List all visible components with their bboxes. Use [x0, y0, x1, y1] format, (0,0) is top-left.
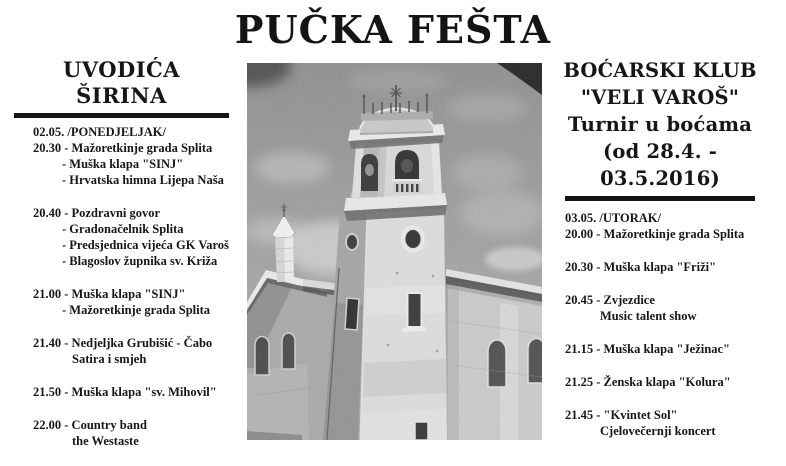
schedule-line: 21.40 - Nedjeljka Grubišić - Čabo — [33, 336, 213, 350]
schedule-subline: Cjelovečernji koncert — [600, 424, 716, 438]
schedule-section — [33, 384, 229, 400]
schedule-section — [565, 374, 768, 390]
schedule-subline: - Predsjednica vijeća GK Varoš — [62, 238, 229, 252]
schedule-line: 20.00 - Mažoretkinje grada Splita — [565, 227, 745, 241]
club-name-2: "VELI VAROŠ" — [580, 86, 740, 109]
schedule-line: 20.30 - Muška klapa "Friži" — [565, 260, 717, 274]
schedule-subline: - Mažoretkinje grada Splita — [62, 303, 211, 317]
schedule-section — [33, 124, 229, 188]
left-column — [14, 57, 229, 466]
page-title: PUČKA FEŠTA — [234, 7, 552, 52]
right-column-title — [552, 57, 768, 192]
left-column-title: UVODIĆA ŠIRINA — [14, 57, 229, 118]
schedule-line: 21.50 - Muška klapa "sv. Mihovil" — [33, 385, 217, 399]
header-underline — [565, 196, 755, 201]
schedule-section — [565, 210, 768, 242]
schedule-subline: - Gradonačelnik Splita — [62, 222, 184, 236]
schedule-subline: - Blagoslov župnika sv. Križa — [62, 254, 218, 268]
schedule-section — [33, 205, 229, 269]
schedule-section — [33, 335, 229, 367]
schedule-section — [565, 407, 768, 439]
schedule-section — [565, 341, 768, 357]
left-schedule — [14, 124, 229, 449]
church-bell-tower-photo — [247, 63, 542, 440]
day-label: 02.05. /PONEDJELJAK/ — [33, 125, 166, 139]
schedule-section — [33, 286, 229, 318]
schedule-line: 22.00 - Country band — [33, 418, 147, 432]
right-schedule — [552, 210, 768, 439]
schedule-subline: Music talent show — [600, 309, 697, 323]
schedule-line: 20.45 - Zvjezdice — [565, 293, 655, 307]
schedule-line: 20.30 - Mažoretkinje grada Splita — [33, 141, 213, 155]
schedule-section — [33, 417, 229, 449]
right-column — [552, 57, 768, 456]
schedule-line: 21.15 - Muška klapa "Ježinac" — [565, 342, 730, 356]
tournament-dates: (od 28.4. - 03.5.2016) — [600, 140, 720, 190]
schedule-line: 21.00 - Muška klapa "SINJ" — [33, 287, 186, 301]
schedule-section — [565, 292, 768, 324]
schedule-subline: the Westaste — [72, 434, 139, 448]
schedule-line: 21.25 - Ženska klapa "Kolura" — [565, 375, 731, 389]
schedule-line: 20.40 - Pozdravni govor — [33, 206, 161, 220]
day-label: 03.05. /UTORAK/ — [565, 211, 661, 225]
club-name: BOĆARSKI KLUB — [563, 59, 757, 82]
schedule-subline: - Hrvatska himna Lijepa Naša — [62, 173, 224, 187]
schedule-subline: Satira i smjeh — [72, 352, 147, 366]
schedule-line: 21.45 - "Kvintet Sol" — [565, 408, 678, 422]
schedule-section — [565, 259, 768, 275]
schedule-subline: - Muška klapa "SINJ" — [62, 157, 184, 171]
tournament-label: Turnir u boćama — [567, 113, 753, 136]
